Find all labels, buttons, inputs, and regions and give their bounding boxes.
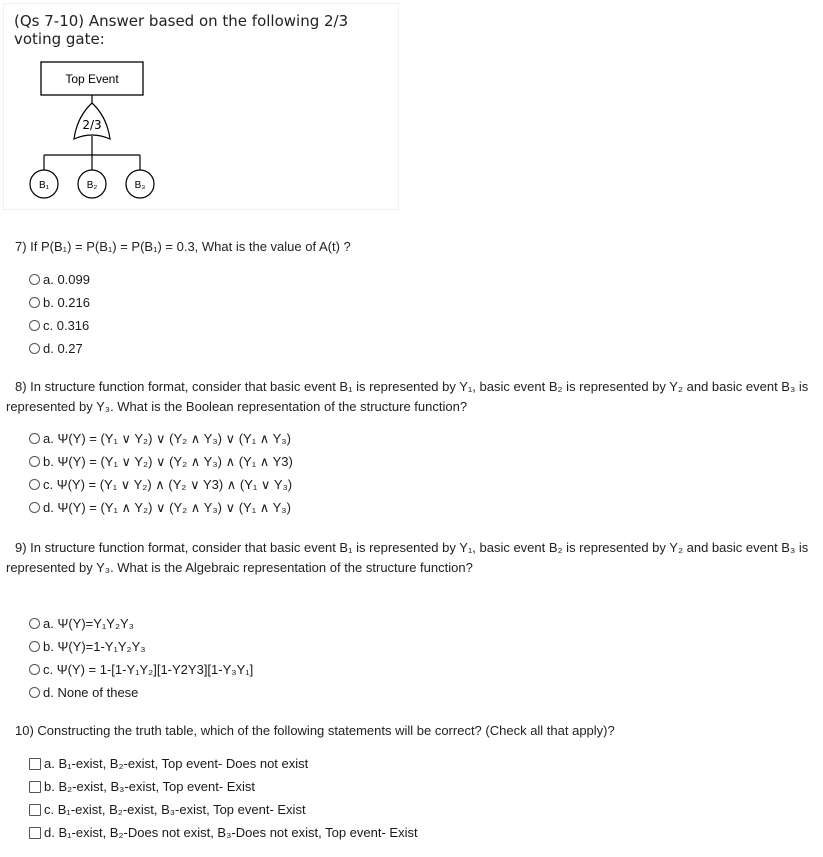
radio-button[interactable] [29, 274, 40, 285]
option-label: a. 0.099 [43, 272, 90, 287]
radio-button[interactable] [29, 641, 40, 652]
gate-label: 2/3 [82, 118, 102, 132]
option-label: a. Ψ(Y)=Y₁Y₂Y₃ [43, 616, 134, 631]
option-label: b. Ψ(Y) = (Y₁ ∨ Y₂) ∨ (Y₂ ∧ Y₃) ∧ (Y₁ ∧ Y3) [43, 453, 293, 469]
radio-button[interactable] [29, 433, 40, 444]
basic-event-b1-label: B₁ [38, 180, 50, 191]
basic-event-b2-label: B₂ [86, 180, 98, 191]
option-label: c. 0.316 [43, 318, 90, 333]
question-8-line-2: represented by Y₃. What is the Boolean representation of the structure function? [6, 399, 468, 414]
option-label: b. Ψ(Y)=1-Y₁Y₂Y₃ [43, 639, 146, 654]
q9-option-b[interactable] [29, 635, 253, 658]
option-label: b. 0.216 [43, 295, 90, 310]
checkbox[interactable] [29, 827, 41, 839]
checkbox[interactable] [29, 758, 41, 770]
question-8-line-1: 8) In structure function format, consider that basic event B₁ is represented by Y₁, basic event B₂ is represented by Y₂ and basic event B₃ is [15, 379, 809, 394]
option-label: b. B₂-exist, B₃-exist, Top event- Exist [44, 779, 255, 794]
question-7-options [29, 268, 90, 360]
q8-option-d[interactable] [29, 496, 293, 519]
q7-option-a[interactable] [29, 268, 90, 291]
option-label: c. Ψ(Y) = (Y₁ ∨ Y₂) ∧ (Y₂ ∨ Y3) ∧ (Y₁ ∨ Y₃) [43, 476, 293, 492]
radio-button[interactable] [29, 297, 40, 308]
radio-button[interactable] [29, 456, 40, 467]
option-label: d. None of these [43, 685, 139, 700]
radio-button[interactable] [29, 664, 40, 675]
q8-option-a[interactable] [29, 427, 293, 450]
checkbox[interactable] [29, 781, 41, 793]
option-label: d. Ψ(Y) = (Y₁ ∧ Y₂) ∨ (Y₂ ∧ Y₃) ∨ (Y₁ ∧ Y₃) [43, 499, 291, 515]
q8-option-c[interactable] [29, 473, 293, 496]
question-8 [6, 377, 818, 417]
radio-button[interactable] [29, 687, 40, 698]
option-label: c. B₁-exist, B₂-exist, B₃-exist, Top event- Exist [44, 802, 306, 817]
option-label: a. B₁-exist, B₂-exist, Top event- Does not exist [44, 756, 309, 771]
diagram-panel [4, 4, 398, 209]
q7-option-b[interactable] [29, 291, 90, 314]
option-label: d. 0.27 [43, 341, 83, 356]
question-8-options [29, 427, 293, 519]
section-title: (Qs 7-10) Answer based on the following 2/3 voting gate: [14, 12, 349, 48]
question-9 [6, 538, 818, 578]
radio-button[interactable] [29, 502, 40, 513]
option-label: a. Ψ(Y) = (Y₁ ∨ Y₂) ∨ (Y₂ ∧ Y₃) ∨ (Y₁ ∧ Y₃) [43, 430, 291, 446]
question-9-options [29, 612, 253, 704]
question-10-options [29, 752, 418, 844]
option-label: d. B₁-exist, B₂-Does not exist, B₃-Does not exist, Top event- Exist [44, 825, 418, 840]
q9-option-d[interactable] [29, 681, 253, 704]
q7-option-c[interactable] [29, 314, 90, 337]
q9-option-c[interactable] [29, 658, 253, 681]
radio-button[interactable] [29, 479, 40, 490]
question-9-line-1: 9) In structure function format, consider that basic event B₁ is represented by Y₁, basic event B₂ is represented by Y₂ and basic event B₃ is [15, 540, 809, 555]
option-label: c. Ψ(Y) = 1-[1-Y₁Y₂][1-Y2Y3][1-Y₃Y₁] [43, 662, 254, 677]
radio-button[interactable] [29, 343, 40, 354]
radio-button[interactable] [29, 320, 40, 331]
question-10: 10) Constructing the truth table, which of the following statements will be correct? (Check all that apply)? [15, 723, 615, 738]
voting-gate-diagram [24, 59, 184, 209]
checkbox[interactable] [29, 804, 41, 816]
q7-option-d[interactable] [29, 337, 90, 360]
q8-option-b[interactable] [29, 450, 293, 473]
q10-option-b[interactable] [29, 775, 418, 798]
q10-option-a[interactable] [29, 752, 418, 775]
q9-option-a[interactable] [29, 612, 253, 635]
q10-option-c[interactable] [29, 798, 418, 821]
basic-event-b3-label: B₃ [134, 180, 146, 191]
question-7: 7) If P(B₁) = P(B₁) = P(B₁) = 0.3, What is the value of A(t) ? [15, 239, 351, 254]
q10-option-d[interactable] [29, 821, 418, 844]
top-event-label: Top Event [65, 72, 119, 86]
question-9-line-2: represented by Y₃. What is the Algebraic representation of the structure function? [6, 560, 473, 575]
radio-button[interactable] [29, 618, 40, 629]
